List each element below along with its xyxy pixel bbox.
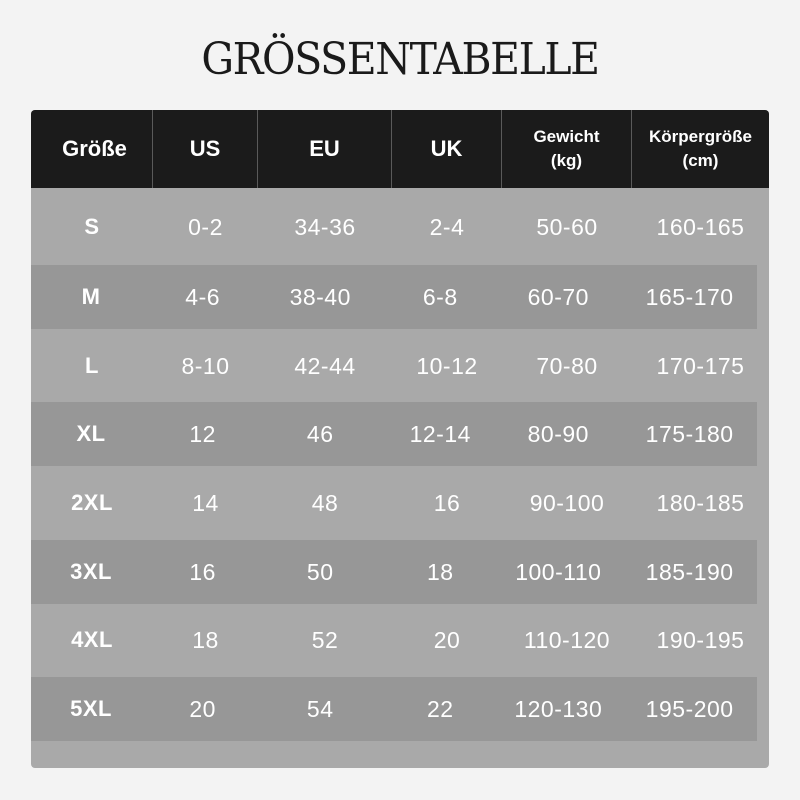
uk-cell: 2-4 [429,213,465,240]
header-weight [502,110,632,188]
table-row [31,471,769,535]
weight-cell: 110-120 [523,626,611,653]
header-height [632,110,769,188]
us-cell: 0-2 [188,213,223,240]
height-cell: 175-180 [645,420,734,447]
eu-cell: 34-36 [294,213,356,240]
eu-cell: 42-44 [294,352,356,379]
size-chart-table [31,110,769,768]
header-size-label: Größe [62,136,127,161]
us-cell: 18 [192,626,219,653]
weight-cell: 50-60 [536,213,598,240]
table-row [31,195,769,259]
size-cell: XL [76,421,106,446]
height-cell: 160-165 [656,213,745,240]
header-weight-label: Gewicht [533,127,600,146]
header-height-unit: (cm) [682,151,719,170]
page-title: GRÖSSENTABELLE [201,34,599,85]
header-eu [258,110,392,188]
header-height-label: Körpergröße [649,127,752,146]
header-uk-label: UK [430,136,463,161]
header-uk [392,110,502,188]
header-eu-label: EU [309,136,340,161]
table-header [31,110,769,188]
size-cell: M [81,284,101,309]
weight-cell: 120-130 [514,695,603,722]
eu-cell: 50 [306,558,334,585]
eu-cell: 48 [311,489,339,516]
size-cell: L [85,353,99,378]
uk-cell: 10-12 [416,352,478,379]
table-row [31,334,769,398]
header-us [153,110,258,188]
table-row [31,402,757,466]
us-cell: 16 [189,558,216,585]
us-cell: 20 [189,695,216,722]
eu-cell: 52 [311,626,339,653]
size-cell: S [84,214,100,239]
eu-cell: 54 [306,695,334,722]
header-size [31,110,153,188]
uk-cell: 6-8 [422,283,458,310]
size-cell: 3XL [70,559,112,584]
uk-cell: 16 [433,489,461,516]
table-row [31,608,769,672]
height-cell: 165-170 [645,283,734,310]
height-cell: 195-200 [645,695,734,722]
eu-cell: 38-40 [289,283,351,310]
height-cell: 190-195 [656,626,745,653]
uk-cell: 20 [433,626,461,653]
eu-cell: 46 [306,420,334,447]
table-row [31,540,757,604]
header-weight-unit: (kg) [550,151,583,170]
table-row [31,677,757,741]
uk-cell: 18 [426,558,454,585]
weight-cell: 70-80 [536,352,598,379]
us-cell: 12 [189,420,216,447]
height-cell: 170-175 [656,352,745,379]
size-cell: 4XL [71,627,113,652]
size-cell: 5XL [70,696,112,721]
weight-cell: 90-100 [529,489,605,516]
table-row [31,265,757,329]
uk-cell: 12-14 [409,420,471,447]
weight-cell: 60-70 [527,283,589,310]
header-us-label: US [189,136,221,161]
us-cell: 8-10 [181,352,230,379]
height-cell: 180-185 [656,489,745,516]
size-cell: 2XL [71,490,113,515]
us-cell: 4-6 [185,283,221,310]
height-cell: 185-190 [645,558,734,585]
uk-cell: 22 [426,695,454,722]
weight-cell: 80-90 [527,420,589,447]
weight-cell: 100-110 [515,558,602,585]
us-cell: 14 [192,489,219,516]
